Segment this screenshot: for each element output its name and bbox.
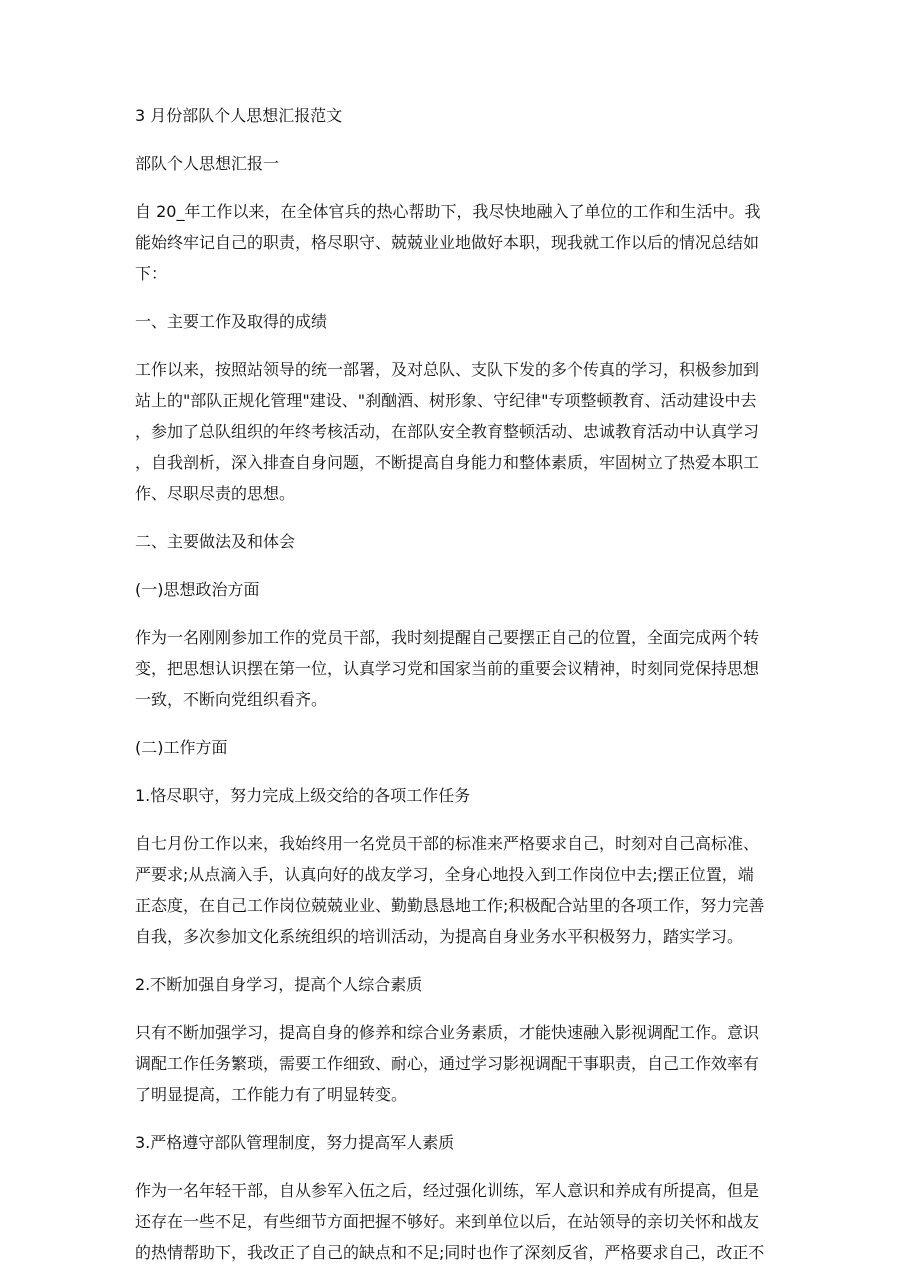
paragraph-line: 的热情帮助下，我改正了自己的缺点和不足;同时也作了深刻反省，严格要求自己，改正不	[135, 1243, 765, 1262]
item2-heading-block	[135, 969, 785, 1000]
sub1-paragraph	[135, 622, 785, 715]
paragraph-line: ，自我剖析，深入排查自身问题，不断提高自身能力和整体素质，牢固树立了热爱本职工	[135, 453, 760, 472]
item2-paragraph	[135, 1017, 785, 1110]
paragraph-line: 工作以来，按照站领导的统一部署，及对总队、支队下发的多个传真的学习，积极参加到	[135, 360, 760, 379]
document-title-block	[135, 100, 785, 131]
subsection-heading: (一)思想政治方面	[135, 580, 260, 599]
section-heading: 一、主要工作及取得的成绩	[135, 312, 328, 331]
section1-paragraph	[135, 354, 785, 509]
paragraph-line: 作为一名刚刚参加工作的党员干部，我时刻提醒自己要摆正自己的位置，全面完成两个转	[135, 628, 760, 647]
paragraph-line: 只有不断加强学习，提高自身的修养和综合业务素质，才能快速融入影视调配工作。意识	[135, 1023, 760, 1042]
paragraph-line: 作、尽职尽责的思想。	[135, 484, 296, 503]
section1-heading-block	[135, 306, 785, 337]
paragraph-line: 了明显提高，工作能力有了明显转变。	[135, 1085, 408, 1104]
subsection-heading: (二)工作方面	[135, 738, 228, 757]
paragraph-line: 作为一名年轻干部，自从参军入伍之后，经过强化训练，军人意识和养成有所提高，但是	[135, 1181, 760, 1200]
item-heading: 2.不断加强自身学习，提高个人综合素质	[135, 975, 423, 994]
intro-paragraph	[135, 196, 785, 289]
paragraph-line: 自七月份工作以来，我始终用一名党员干部的标准来严格要求自己，时刻对自己高标准、	[135, 834, 760, 853]
item-heading: 3.严格遵守部队管理制度，努力提高军人素质	[135, 1133, 455, 1152]
document-subtitle-block	[135, 148, 785, 179]
paragraph-line: 自 20_年工作以来，在全体官兵的热心帮助下，我尽快地融入了单位的工作和生活中。我	[135, 202, 761, 221]
paragraph-line: 一致，不断向党组织看齐。	[135, 690, 328, 709]
item-heading: 1.恪尽职守，努力完成上级交给的各项工作任务	[135, 786, 471, 805]
paragraph-line: ，参加了总队组织的年终考核活动，在部队安全教育整顿活动、忠诚教育活动中认真学习	[135, 422, 760, 441]
section-heading: 二、主要做法及和体会	[135, 532, 296, 551]
item3-paragraph	[135, 1175, 785, 1268]
paragraph-line: 站上的"部队正规化管理"建设、"刹酗酒、树形象、守纪律"专项整顿教育、活动建设中去	[135, 391, 757, 410]
document-title: 3 月份部队个人思想汇报范文	[135, 106, 343, 125]
paragraph-line: 严要求;从点滴入手，认真向好的战友学习，全身心地投入到工作岗位中去;摆正位置，端	[135, 865, 754, 884]
sub2-heading-block	[135, 732, 785, 763]
item3-heading-block	[135, 1127, 785, 1158]
document-subtitle: 部队个人思想汇报一	[135, 154, 280, 173]
sub1-heading-block	[135, 574, 785, 605]
paragraph-line: 变，把思想认识摆在第一位，认真学习党和国家当前的重要会议精神，时刻同党保持思想	[135, 659, 760, 678]
paragraph-line: 下：	[135, 264, 168, 283]
item1-paragraph	[135, 828, 785, 952]
document-page	[135, 100, 785, 1285]
item1-heading-block	[135, 780, 785, 811]
paragraph-line: 自我，多次参加文化系统组织的培训活动，为提高自身业务水平积极努力，踏实学习。	[135, 927, 744, 946]
paragraph-line: 调配工作任务繁琐，需要工作细致、耐心，通过学习影视调配干事职责，自己工作效率有	[135, 1054, 760, 1073]
paragraph-line: 还存在一些不足，有些细节方面把握不够好。来到单位以后，在站领导的亲切关怀和战友	[135, 1212, 760, 1231]
paragraph-line: 正态度，在自己工作岗位兢兢业业、勤勤恳恳地工作;积极配合站里的各项工作，努力完善	[135, 896, 765, 915]
section2-heading-block	[135, 526, 785, 557]
paragraph-line: 能始终牢记自己的职责，格尽职守、兢兢业业地做好本职，现我就工作以后的情况总结如	[135, 233, 760, 252]
